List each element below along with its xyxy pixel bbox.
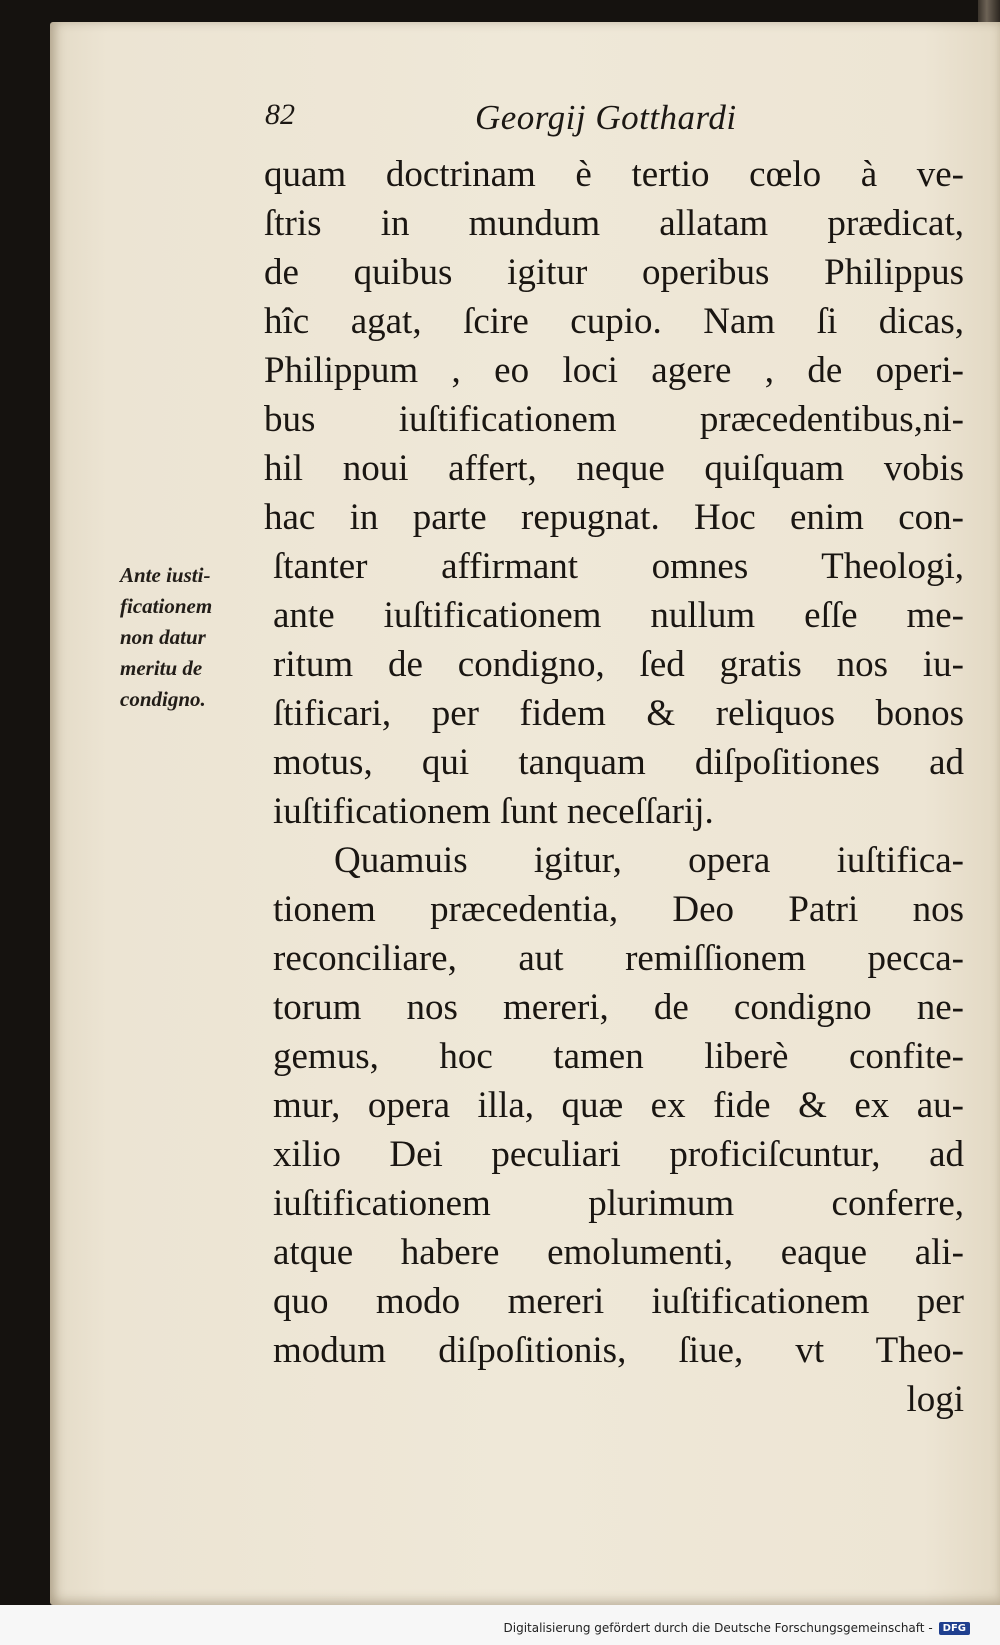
marginal-note-line: meritu de	[120, 656, 203, 680]
text-line: ritum de condigno, ſed gratis nos iu-	[273, 644, 964, 685]
text-line: hîc agat, ſcire cupio. Nam ſi dicas,	[264, 301, 964, 342]
text-line: gemus, hoc tamen liberè confite-	[273, 1036, 964, 1077]
page-number: 82	[265, 98, 295, 131]
footer-text: Digitalisierung gefördert durch die Deutsche Forschungsgemeinschaft -	[503, 1621, 933, 1635]
text-line: iuſtificationem ſunt neceſſarij.	[273, 791, 714, 832]
text-line: ſtris in mundum allatam prædicat,	[264, 203, 964, 244]
text-line: xilio Dei peculiari proficiſcuntur, ad	[273, 1134, 964, 1175]
text-line: iuſtificationem plurimum conferre,	[273, 1183, 964, 1224]
text-line: quo modo mereri iuſtificationem per	[273, 1281, 964, 1322]
text-line: bus iuſtificationem præcedentibus,ni-	[264, 399, 964, 440]
text-line: quam doctrinam è tertio cœlo à ve-	[264, 154, 964, 195]
text-line: modum diſpoſitionis, ſiue, vt Theo-	[273, 1330, 964, 1371]
text-line: motus, qui tanquam diſpoſitiones ad	[273, 742, 964, 783]
marginal-note-line: non datur	[120, 625, 206, 649]
text-line: hac in parte repugnat. Hoc enim con-	[264, 497, 964, 538]
dfg-logo: DFG	[939, 1622, 970, 1635]
footer	[504, 1621, 971, 1635]
running-head: Georgij Gotthardi	[475, 98, 737, 137]
text-line: ante iuſtificationem nullum eſſe me-	[273, 595, 964, 636]
marginal-note-line: condigno.	[120, 687, 206, 711]
text-line: mur, opera illa, quæ ex fide & ex au-	[273, 1085, 964, 1126]
body-text	[264, 150, 964, 1424]
text-line: ſtificari, per fidem & reliquos bonos	[273, 693, 964, 734]
marginal-note-line: ficationem	[120, 594, 213, 618]
text-line: Philippum , eo loci agere , de operi-	[264, 350, 964, 391]
text-line: torum nos mereri, de condigno ne-	[273, 987, 964, 1028]
text-line: de quibus igitur operibus Philippus	[264, 252, 964, 293]
footer-strip	[0, 1605, 1000, 1645]
text-line: Quamuis igitur, opera iuſtifica-	[334, 840, 964, 881]
text-line: atque habere emolumenti, eaque ali-	[273, 1232, 964, 1273]
marginal-note	[120, 560, 270, 715]
catchword: logi	[906, 1379, 964, 1420]
marginal-note-line: Ante iusti-	[120, 563, 211, 587]
page-header	[265, 98, 965, 144]
text-line: tionem præcedentia, Deo Patri nos	[273, 889, 964, 930]
text-line: hil noui affert, neque quiſquam vobis	[264, 448, 964, 489]
text-line: reconciliare, aut remiſſionem pecca-	[273, 938, 964, 979]
text-line: ſtanter affirmant omnes Theologi,	[273, 546, 964, 587]
